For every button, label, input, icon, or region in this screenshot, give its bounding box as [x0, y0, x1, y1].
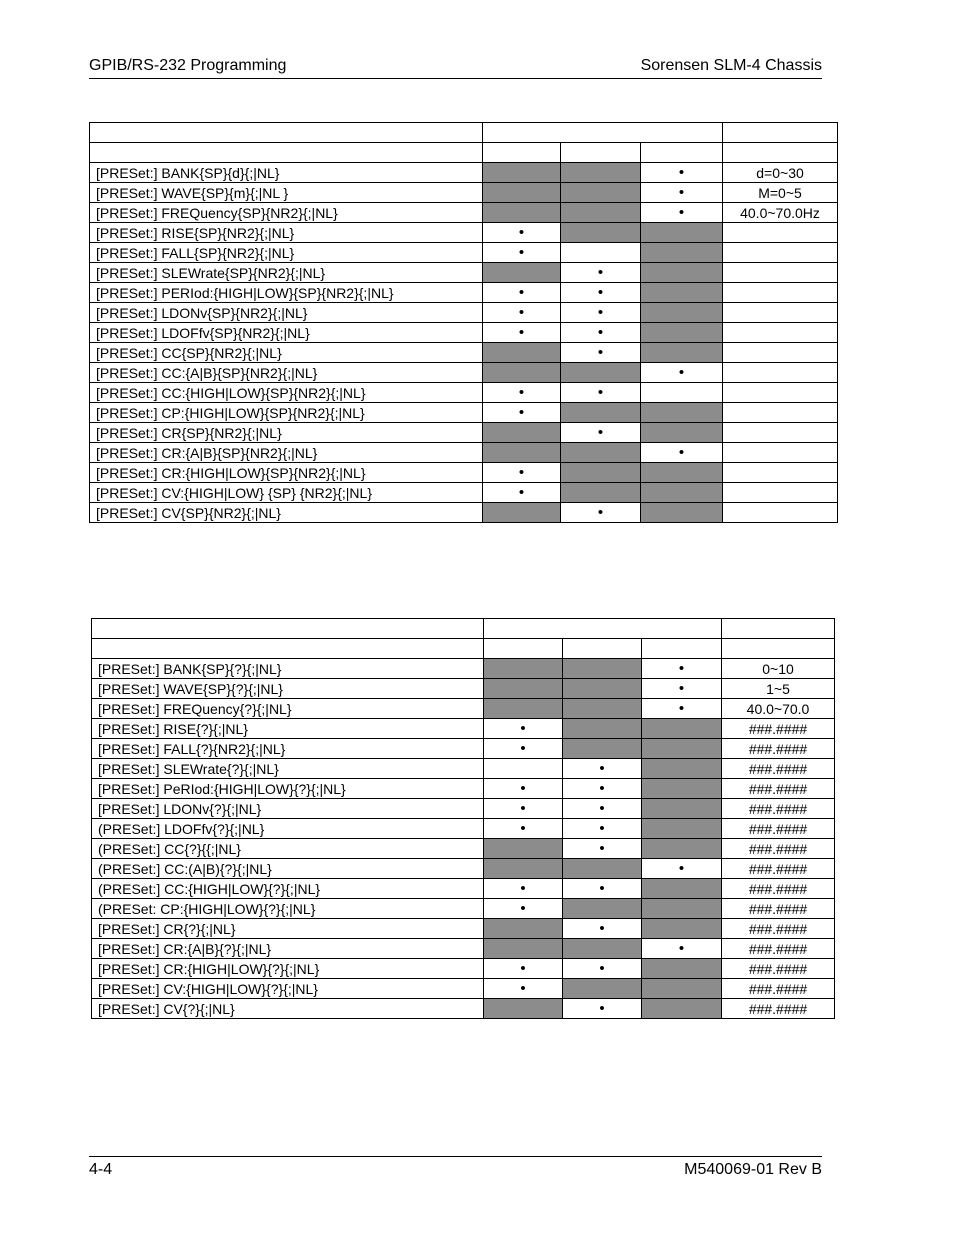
not-applicable-mode-cell — [641, 343, 723, 363]
command-syntax-cell: [PRESet:] CR{SP}{NR2}{;|NL} — [90, 423, 483, 443]
header-cell — [483, 123, 723, 143]
applicable-mode-cell: • — [641, 183, 723, 203]
command-syntax-cell: (PRESet:] CC{?}{{;|NL} — [92, 839, 484, 859]
not-applicable-mode-cell — [642, 879, 722, 899]
applicable-mode-cell: • — [561, 283, 641, 303]
table-row — [92, 679, 835, 699]
page-number: 4-4 — [89, 1161, 113, 1178]
command-syntax-cell: (PRESet:] LDOFfv{?}{;|NL} — [92, 819, 484, 839]
preset-set-command-table — [89, 122, 838, 523]
not-applicable-mode-cell — [641, 423, 723, 443]
table-header-row-1 — [90, 123, 838, 143]
value-range-cell: ###.#### — [722, 999, 835, 1019]
not-applicable-mode-cell — [563, 899, 642, 919]
not-applicable-mode-cell — [483, 183, 561, 203]
value-range-cell — [723, 503, 838, 523]
header-cell — [641, 143, 723, 163]
value-range-cell: ###.#### — [722, 959, 835, 979]
value-range-cell: d=0~30 — [723, 163, 838, 183]
applicable-mode-cell: • — [484, 959, 563, 979]
header-cell — [642, 639, 722, 659]
not-applicable-mode-cell — [563, 939, 642, 959]
value-range-cell: ###.#### — [722, 759, 835, 779]
not-applicable-mode-cell — [563, 699, 642, 719]
applicable-mode-cell: • — [561, 343, 641, 363]
applicable-mode-cell: • — [561, 423, 641, 443]
not-applicable-mode-cell — [484, 659, 563, 679]
table-row — [90, 243, 838, 263]
applicable-mode-cell: • — [483, 243, 561, 263]
empty-mode-cell — [641, 383, 723, 403]
table-row — [92, 759, 835, 779]
table-row — [92, 919, 835, 939]
command-syntax-cell: [PRESet:] FREQuency{?}{;|NL} — [92, 699, 484, 719]
table-row — [90, 363, 838, 383]
table-row — [90, 303, 838, 323]
applicable-mode-cell: • — [563, 959, 642, 979]
applicable-mode-cell: • — [483, 483, 561, 503]
command-syntax-cell: [PRESet:] PERIod:{HIGH|LOW}{SP}{NR2}{;|NL} — [90, 283, 483, 303]
not-applicable-mode-cell — [483, 503, 561, 523]
not-applicable-mode-cell — [641, 463, 723, 483]
table-row — [92, 999, 835, 1019]
value-range-cell: 40.0~70.0Hz — [723, 203, 838, 223]
applicable-mode-cell: • — [563, 879, 642, 899]
table-row — [90, 223, 838, 243]
table-row — [90, 463, 838, 483]
not-applicable-mode-cell — [641, 483, 723, 503]
table-header-row-2 — [92, 639, 835, 659]
value-range-cell — [723, 223, 838, 243]
not-applicable-mode-cell — [642, 899, 722, 919]
not-applicable-mode-cell — [641, 403, 723, 423]
value-range-cell: M=0~5 — [723, 183, 838, 203]
applicable-mode-cell: • — [642, 859, 722, 879]
table-row — [90, 203, 838, 223]
command-syntax-cell: [PRESet:] CP:{HIGH|LOW}{SP}{NR2}{;|NL} — [90, 403, 483, 423]
not-applicable-mode-cell — [641, 303, 723, 323]
table-row — [92, 939, 835, 959]
value-range-cell: ###.#### — [722, 979, 835, 999]
header-cell — [484, 639, 563, 659]
value-range-cell: 0~10 — [722, 659, 835, 679]
header-cell — [92, 639, 484, 659]
not-applicable-mode-cell — [483, 443, 561, 463]
command-syntax-cell: [PRESet:] LDONv{SP}{NR2}{;|NL} — [90, 303, 483, 323]
header-cell — [561, 143, 641, 163]
applicable-mode-cell: • — [563, 759, 642, 779]
not-applicable-mode-cell — [642, 979, 722, 999]
not-applicable-mode-cell — [484, 939, 563, 959]
header-cell — [484, 619, 722, 639]
applicable-mode-cell: • — [483, 463, 561, 483]
not-applicable-mode-cell — [563, 679, 642, 699]
command-syntax-cell: [PRESet:] CR:{A|B}{SP}{NR2}{;|NL} — [90, 443, 483, 463]
applicable-mode-cell: • — [561, 383, 641, 403]
header-cell — [563, 639, 642, 659]
table-row — [92, 859, 835, 879]
applicable-mode-cell: • — [484, 819, 563, 839]
applicable-mode-cell: • — [484, 899, 563, 919]
value-range-cell: 1~5 — [722, 679, 835, 699]
table-row — [90, 423, 838, 443]
applicable-mode-cell: • — [563, 799, 642, 819]
table-row — [92, 799, 835, 819]
applicable-mode-cell: • — [561, 263, 641, 283]
not-applicable-mode-cell — [563, 979, 642, 999]
table-row — [92, 839, 835, 859]
header-cell — [723, 143, 838, 163]
command-syntax-cell: [PRESet:] FALL{?}{NR2}{;|NL} — [92, 739, 484, 759]
applicable-mode-cell: • — [641, 163, 723, 183]
value-range-cell — [723, 343, 838, 363]
applicable-mode-cell: • — [641, 443, 723, 463]
applicable-mode-cell: • — [483, 383, 561, 403]
not-applicable-mode-cell — [642, 759, 722, 779]
empty-mode-cell — [484, 759, 563, 779]
preset-query-command-table — [91, 618, 835, 1019]
applicable-mode-cell: • — [561, 303, 641, 323]
command-syntax-cell: [PRESet:] BANK{SP}{d}{;|NL} — [90, 163, 483, 183]
applicable-mode-cell: • — [563, 779, 642, 799]
table-row — [92, 959, 835, 979]
value-range-cell: ###.#### — [722, 719, 835, 739]
value-range-cell: ###.#### — [722, 779, 835, 799]
table-row — [92, 779, 835, 799]
applicable-mode-cell: • — [563, 999, 642, 1019]
command-syntax-cell: [PRESet:] CV{SP}{NR2}{;|NL} — [90, 503, 483, 523]
header-cell — [483, 143, 561, 163]
applicable-mode-cell: • — [642, 679, 722, 699]
not-applicable-mode-cell — [484, 679, 563, 699]
command-syntax-cell: [PRESet:] LDOFfv{SP}{NR2}{;|NL} — [90, 323, 483, 343]
not-applicable-mode-cell — [641, 263, 723, 283]
table-row — [92, 819, 835, 839]
not-applicable-mode-cell — [642, 999, 722, 1019]
header-left-title: GPIB/RS-232 Programming — [89, 57, 287, 74]
preset-query-command-table-body — [92, 619, 835, 1019]
not-applicable-mode-cell — [484, 839, 563, 859]
not-applicable-mode-cell — [483, 163, 561, 183]
command-syntax-cell: (PRESet: CP:{HIGH|LOW}{?}{;|NL} — [92, 899, 484, 919]
applicable-mode-cell: • — [483, 303, 561, 323]
table-row — [90, 283, 838, 303]
command-syntax-cell: [PRESet:] WAVE{SP}{?}{;|NL} — [92, 679, 484, 699]
command-syntax-cell: (PRESet:] CC:{HIGH|LOW}{?}{;|NL} — [92, 879, 484, 899]
command-syntax-cell: [PRESet:] FALL{SP}{NR2}{;|NL} — [90, 243, 483, 263]
not-applicable-mode-cell — [484, 919, 563, 939]
table-header-row-1 — [92, 619, 835, 639]
value-range-cell — [723, 483, 838, 503]
not-applicable-mode-cell — [641, 503, 723, 523]
applicable-mode-cell: • — [561, 503, 641, 523]
not-applicable-mode-cell — [561, 463, 641, 483]
not-applicable-mode-cell — [642, 959, 722, 979]
applicable-mode-cell: • — [642, 699, 722, 719]
value-range-cell: ###.#### — [722, 859, 835, 879]
not-applicable-mode-cell — [561, 363, 641, 383]
applicable-mode-cell: • — [642, 939, 722, 959]
not-applicable-mode-cell — [641, 323, 723, 343]
table-row — [90, 403, 838, 423]
applicable-mode-cell: • — [484, 779, 563, 799]
value-range-cell: ###.#### — [722, 799, 835, 819]
value-range-cell — [723, 243, 838, 263]
value-range-cell — [723, 463, 838, 483]
value-range-cell — [723, 323, 838, 343]
not-applicable-mode-cell — [642, 839, 722, 859]
command-syntax-cell: (PRESet:] CC:(A|B){?}{;|NL} — [92, 859, 484, 879]
header-cell — [723, 123, 838, 143]
applicable-mode-cell: • — [483, 223, 561, 243]
value-range-cell — [723, 303, 838, 323]
applicable-mode-cell: • — [563, 919, 642, 939]
command-syntax-cell: [PRESet:] RISE{SP}{NR2}{;|NL} — [90, 223, 483, 243]
not-applicable-mode-cell — [561, 443, 641, 463]
not-applicable-mode-cell — [563, 739, 642, 759]
empty-mode-cell — [561, 243, 641, 263]
not-applicable-mode-cell — [484, 859, 563, 879]
table-row — [92, 719, 835, 739]
applicable-mode-cell: • — [483, 283, 561, 303]
value-range-cell — [723, 403, 838, 423]
command-syntax-cell: [PRESet:] CC{SP}{NR2}{;|NL} — [90, 343, 483, 363]
command-syntax-cell: [PRESet:] SLEWrate{?}{;|NL} — [92, 759, 484, 779]
table-row — [92, 899, 835, 919]
not-applicable-mode-cell — [483, 343, 561, 363]
value-range-cell — [723, 443, 838, 463]
applicable-mode-cell: • — [483, 403, 561, 423]
value-range-cell: ###.#### — [722, 819, 835, 839]
applicable-mode-cell: • — [563, 819, 642, 839]
table-row — [90, 183, 838, 203]
command-syntax-cell: [PRESet:] CC:{HIGH|LOW}{SP}{NR2}{;|NL} — [90, 383, 483, 403]
preset-set-command-table-body — [90, 123, 838, 523]
applicable-mode-cell: • — [563, 839, 642, 859]
page-header — [89, 56, 822, 79]
command-syntax-cell: [PRESet:] CR{?}{;|NL} — [92, 919, 484, 939]
table-row — [92, 699, 835, 719]
document-revision: M540069-01 Rev B — [684, 1161, 822, 1178]
table-row — [90, 443, 838, 463]
not-applicable-mode-cell — [561, 163, 641, 183]
not-applicable-mode-cell — [642, 739, 722, 759]
not-applicable-mode-cell — [563, 859, 642, 879]
header-cell — [722, 639, 835, 659]
not-applicable-mode-cell — [642, 819, 722, 839]
value-range-cell: ###.#### — [722, 839, 835, 859]
table-row — [90, 323, 838, 343]
command-syntax-cell: [PRESet:] CC:{A|B}{SP}{NR2}{;|NL} — [90, 363, 483, 383]
header-cell — [90, 143, 483, 163]
table-row — [90, 503, 838, 523]
applicable-mode-cell: • — [483, 323, 561, 343]
applicable-mode-cell: • — [641, 363, 723, 383]
applicable-mode-cell: • — [484, 799, 563, 819]
command-syntax-cell: [PRESet:] LDONv{?}{;|NL} — [92, 799, 484, 819]
table-row — [90, 383, 838, 403]
command-syntax-cell: [PRESet:] PeRIod:{HIGH|LOW}{?}{;|NL} — [92, 779, 484, 799]
table-row — [90, 343, 838, 363]
command-syntax-cell: [PRESet:] WAVE{SP}{m}{;|NL } — [90, 183, 483, 203]
not-applicable-mode-cell — [642, 799, 722, 819]
command-syntax-cell: [PRESet:] FREQuency{SP}{NR2}{;|NL} — [90, 203, 483, 223]
not-applicable-mode-cell — [484, 999, 563, 1019]
value-range-cell: 40.0~70.0 — [722, 699, 835, 719]
not-applicable-mode-cell — [641, 223, 723, 243]
not-applicable-mode-cell — [483, 423, 561, 443]
table-row — [92, 979, 835, 999]
command-syntax-cell: [PRESet:] CR:{HIGH|LOW}{SP}{NR2}{;|NL} — [90, 463, 483, 483]
value-range-cell: ###.#### — [722, 739, 835, 759]
applicable-mode-cell: • — [484, 979, 563, 999]
not-applicable-mode-cell — [642, 719, 722, 739]
not-applicable-mode-cell — [563, 659, 642, 679]
header-cell — [90, 123, 483, 143]
not-applicable-mode-cell — [561, 223, 641, 243]
value-range-cell — [723, 383, 838, 403]
not-applicable-mode-cell — [483, 203, 561, 223]
not-applicable-mode-cell — [483, 363, 561, 383]
applicable-mode-cell: • — [561, 323, 641, 343]
value-range-cell — [723, 423, 838, 443]
not-applicable-mode-cell — [641, 243, 723, 263]
value-range-cell: ###.#### — [722, 899, 835, 919]
header-cell — [722, 619, 835, 639]
page-footer — [89, 1156, 822, 1181]
command-syntax-cell: [PRESet:] BANK{SP}{?}{;|NL} — [92, 659, 484, 679]
not-applicable-mode-cell — [483, 263, 561, 283]
not-applicable-mode-cell — [561, 403, 641, 423]
applicable-mode-cell: • — [642, 659, 722, 679]
value-range-cell: ###.#### — [722, 879, 835, 899]
command-syntax-cell: [PRESet:] CV:{HIGH|LOW}{?}{;|NL} — [92, 979, 484, 999]
command-syntax-cell: [PRESet:] CV{?}{;|NL} — [92, 999, 484, 1019]
not-applicable-mode-cell — [561, 203, 641, 223]
header-right-title: Sorensen SLM-4 Chassis — [640, 57, 822, 74]
not-applicable-mode-cell — [563, 719, 642, 739]
table-row — [92, 739, 835, 759]
not-applicable-mode-cell — [561, 483, 641, 503]
not-applicable-mode-cell — [484, 699, 563, 719]
command-syntax-cell: [PRESet:] CV:{HIGH|LOW} {SP} {NR2}{;|NL} — [90, 483, 483, 503]
applicable-mode-cell: • — [484, 879, 563, 899]
table-row — [90, 263, 838, 283]
header-cell — [92, 619, 484, 639]
value-range-cell: ###.#### — [722, 939, 835, 959]
table-row — [92, 879, 835, 899]
not-applicable-mode-cell — [561, 183, 641, 203]
not-applicable-mode-cell — [641, 283, 723, 303]
command-syntax-cell: [PRESet:] CR:{A|B}{?}{;|NL} — [92, 939, 484, 959]
table-header-row-2 — [90, 143, 838, 163]
applicable-mode-cell: • — [641, 203, 723, 223]
command-syntax-cell: [PRESet:] SLEWrate{SP}{NR2}{;|NL} — [90, 263, 483, 283]
not-applicable-mode-cell — [642, 919, 722, 939]
command-syntax-cell: [PRESet:] RISE{?}{;|NL} — [92, 719, 484, 739]
value-range-cell — [723, 283, 838, 303]
value-range-cell — [723, 363, 838, 383]
applicable-mode-cell: • — [484, 719, 563, 739]
not-applicable-mode-cell — [642, 779, 722, 799]
table-row — [90, 163, 838, 183]
table-row — [92, 659, 835, 679]
value-range-cell — [723, 263, 838, 283]
table-row — [90, 483, 838, 503]
applicable-mode-cell: • — [484, 739, 563, 759]
value-range-cell: ###.#### — [722, 919, 835, 939]
command-syntax-cell: [PRESet:] CR:{HIGH|LOW}{?}{;|NL} — [92, 959, 484, 979]
